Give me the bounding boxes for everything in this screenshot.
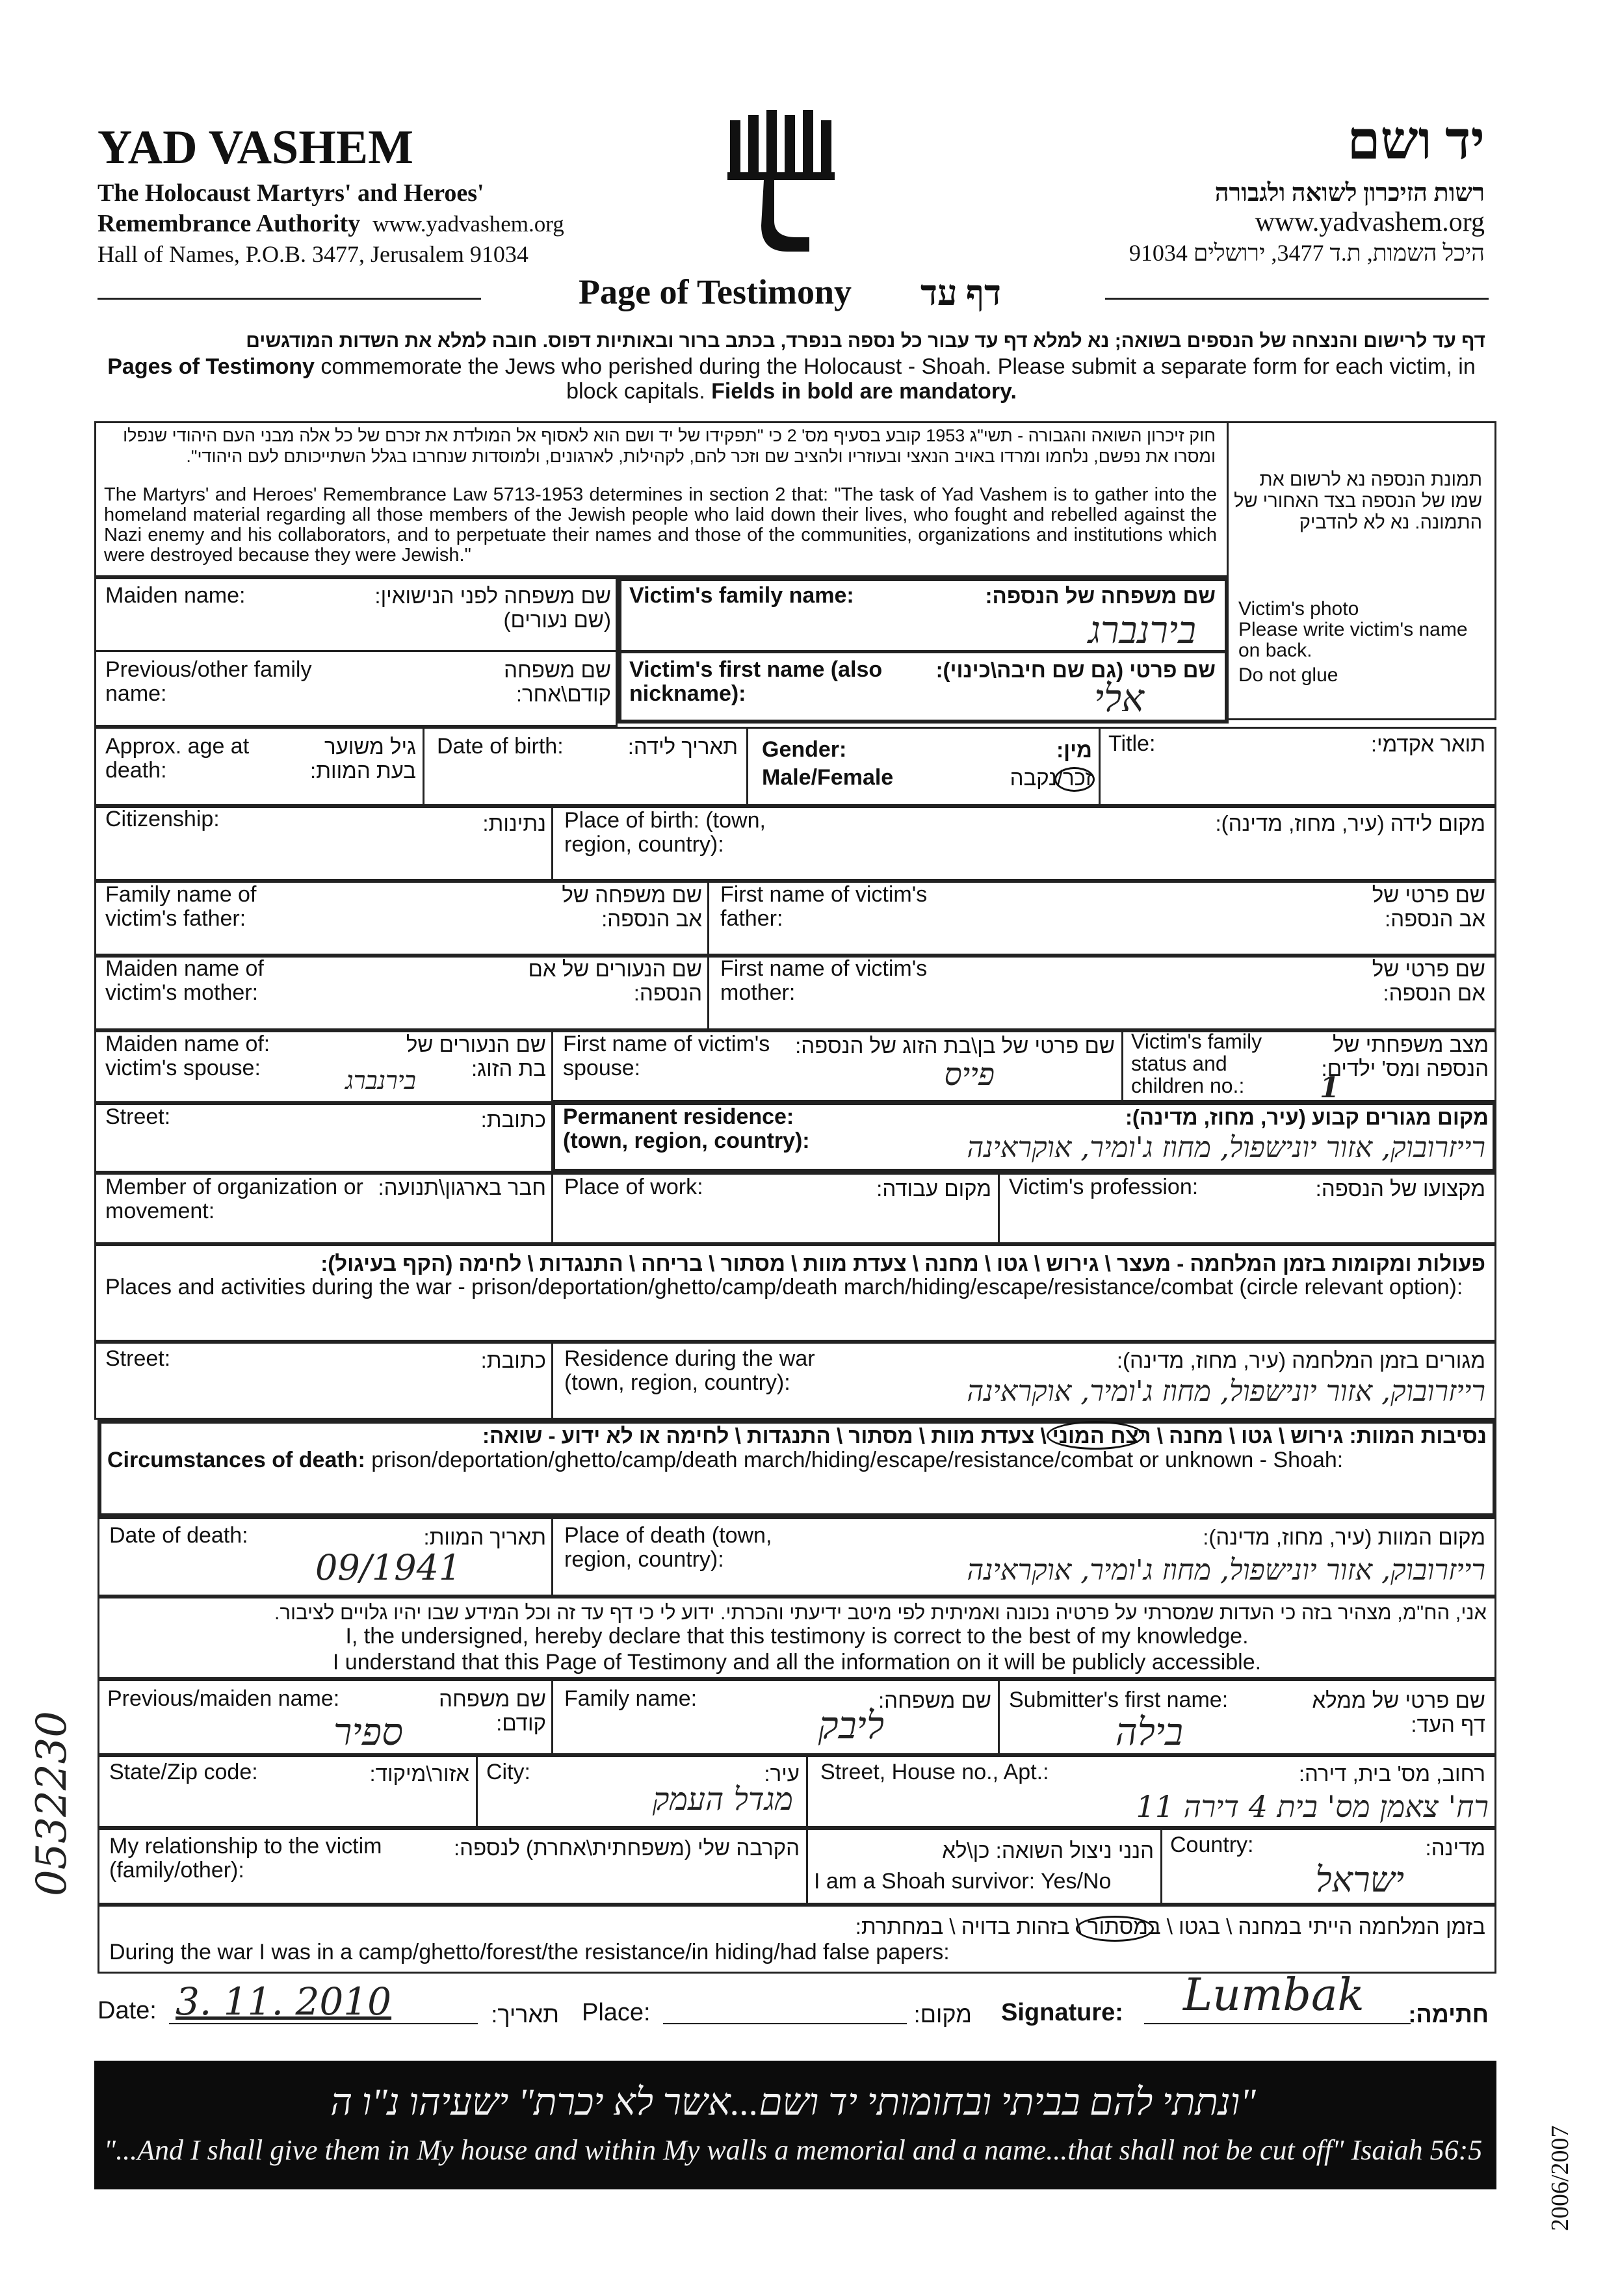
form-title-en: Page of Testimony [579, 272, 852, 311]
zip-label: State/Zip code: [109, 1760, 258, 1784]
gender-he: מין: [1056, 738, 1092, 762]
citizenship-he: נתינות: [482, 811, 546, 835]
circumstances-en-bold: Circumstances of death: [107, 1448, 365, 1472]
gender-options-he[interactable]: זכר/נקבה [1010, 766, 1092, 790]
spouse-maiden-value[interactable]: בירנברג [345, 1066, 416, 1095]
place-he: מקום: [913, 2001, 972, 2028]
city-value[interactable]: מגדל העמק [652, 1781, 793, 1818]
title-label: Title: [1108, 731, 1156, 756]
street-label: Street: [105, 1104, 171, 1129]
intro-en-bold: Pages of Testimony [107, 354, 315, 379]
country-value[interactable]: ישראל [1315, 1859, 1404, 1900]
org-address: Hall of Names, P.O.B. 3477, Jerusalem 91034 [98, 241, 528, 267]
title-he: תואר אקדמי: [1370, 732, 1485, 756]
residence-label: Permanent residence: (town, region, country): [563, 1104, 810, 1153]
father-first-he: שם פרטי של אב הנספה: [1372, 883, 1485, 931]
father-family-label: Family name of victim's father: [105, 882, 257, 931]
mother-maiden-he: שם הנעורים של אם הנספה: [528, 957, 702, 1005]
org-subtitle-2-text: Remembrance Authority [98, 210, 361, 237]
war-residence-he: מגורים בזמן המלחמה (עיר, מחוז, מדינה): [1116, 1348, 1485, 1372]
date-he: תאריך: [491, 2001, 559, 2028]
circumstances-en [107, 1448, 1487, 1472]
divider [806, 1755, 808, 1828]
form-title-he: דף עד [920, 274, 1001, 313]
org-address-he: היכל השמות, ת.ד 3477, ירושלים 91034 [1129, 240, 1485, 266]
submitter-prev-name-value[interactable]: ספיר [333, 1710, 403, 1754]
maiden-name-label: Maiden name: [105, 583, 246, 608]
activities-he: פעולות ומקומות בזמן המלחמה - מעצר \ גירוש \ גטו \ מחנה \ צעדת מוות \ מסתור \ בריחה \ התנגדות \ לחימה (הקף בעיגול): [320, 1251, 1485, 1275]
family-status-value[interactable]: 1 [1320, 1071, 1340, 1104]
divider [551, 1679, 553, 1755]
organization-label: Member of organization or movement: [105, 1175, 363, 1223]
intro-he: דף עד לרישום והנצחה של הנספים בשואה; נא למלא דף עד עבור כל נספה בנפרד, בכתב ברור ובאותיות דפוס. חובה למלא את השדות המודגשים [246, 330, 1485, 352]
first-name-he: שם פרטי (גם שם חיבה\כינוי): [935, 658, 1216, 682]
circumstances-mass-murder-circle [1047, 1421, 1144, 1450]
residence-he: מקום מגורים קבוע (עיר, מחוז, מדינה): [1125, 1105, 1489, 1129]
quote-he: "ונתתי להם בביתי ובחומותי יד ושם...אשר לא יכרת" ישעיהו נ"ו ה [330, 2081, 1256, 2123]
mother-first-label: First name of victim's mother: [720, 956, 928, 1005]
spouse-first-value[interactable]: פייס [944, 1056, 995, 1093]
submitter-family-he: שם משפחה: [878, 1688, 991, 1712]
signature-value[interactable]: Lumbak [1183, 1970, 1364, 2021]
father-first-label: First name of victim's father: [720, 882, 928, 931]
divider [1121, 1030, 1123, 1103]
war-residence-value[interactable]: רייזרובוק, אזור יונישפול, מחוז ג'ומיר, אוקראינה [967, 1375, 1485, 1408]
gender-options: Male/Female [762, 765, 894, 790]
street-apt-label: Street, House no., Apt.: [820, 1760, 1049, 1784]
submitter-family-label: Family name: [564, 1686, 698, 1711]
signature-he: חתימה: [1408, 2001, 1489, 2028]
prev-family-label: Previous/other family name: [105, 657, 312, 706]
dob-he: תאריך לידה: [627, 735, 738, 759]
declaration-he: אני, הח"מ, מצהיר בזה כי העדות שמסרתי על פרטיה נכונה ואמיתית לפי מיטב ידיעתי והכרתי. ידוע לי כי דף עד זה וכל המידע שבו יהיו גלויים לציבור. [274, 1601, 1487, 1624]
signature-underline [1144, 2023, 1411, 2024]
form-number: 2006/2007 [1546, 2125, 1574, 2231]
residence-value[interactable]: רייזרובוק, אזור יונישפול, מחוז ג'ומיר, אוקראינה [967, 1131, 1485, 1164]
submitter-prev-name-he: שם משפחה קודם: [439, 1687, 546, 1735]
birthplace-he: מקום לידה (עיר, מחוז, מדינה): [1215, 811, 1485, 835]
dob-label: Date of birth: [437, 734, 564, 759]
org-subtitle-2 [98, 209, 564, 238]
intro-en-rest: commemorate the Jews who perished during the Holocaust - Shoah. Please submit a separate form for each victim, in block capitals. [314, 354, 1476, 404]
zip-he: אזור\מיקוד: [369, 1762, 469, 1786]
organization-he: חבר בארגון\תנועה: [378, 1175, 546, 1199]
family-status-label: Victim's family status and children no.: [1131, 1030, 1262, 1097]
profession-label: Victim's profession: [1009, 1175, 1199, 1199]
divider [1099, 727, 1101, 806]
declaration-en-2: I understand that this Page of Testimony and all the information on it will be publicly accessible. [332, 1650, 1262, 1675]
age-label: Approx. age at death: [105, 734, 250, 783]
signature-label: Signature: [1001, 1999, 1123, 2026]
age-he: גיל משוער בעת המוות: [310, 735, 416, 783]
submitter-first-value[interactable]: בילה [1115, 1710, 1183, 1754]
death-date-he: תאריך המוות: [423, 1525, 546, 1549]
country-label: Country: [1170, 1833, 1254, 1857]
death-place-value[interactable]: רייזרובוק, אזור יונישפול, מחוז ג'ומיר, אוקראינה [967, 1554, 1485, 1587]
survivor-en: I am a Shoah survivor: Yes/No [814, 1869, 1112, 1894]
photo-en-2: Please write victim's name on back. [1238, 619, 1468, 661]
org-subtitle-1: The Holocaust Martyrs' and Heroes' [98, 179, 484, 207]
photo-en-3: Do not glue [1238, 664, 1338, 686]
war-residence-label: Residence during the war (town, region, country): [564, 1346, 815, 1395]
circumstances-he: נסיבות המוות: גירוש \ גטו \ מחנה \ רצח המוני \ צעדת מוות \ מסתור \ התנגדות \ לחימה או לא ידוע - שואה: [482, 1424, 1487, 1448]
org-name-he: יד ושם [1347, 111, 1485, 170]
divider [998, 1679, 1000, 1755]
work-place-label: Place of work: [564, 1175, 703, 1199]
date-value[interactable]: 3. 11. 2010 [176, 1979, 392, 2024]
org-url-right: www.yadvashem.org [1255, 207, 1485, 237]
divider [551, 1173, 553, 1244]
city-label: City: [486, 1760, 530, 1784]
spouse-first-he: שם פרטי של בן\בת הזוג של הנספה: [795, 1034, 1115, 1058]
place-label: Place: [582, 1999, 651, 2026]
family-name-value[interactable]: בירנברג [1088, 608, 1196, 652]
war-location-en: During the war I was in a camp/ghetto/forest/the resistance/in hiding/had false papers: [109, 1940, 950, 1964]
quote-en: "...And I shall give them in My house and within My walls a memorial and a name...that shall not be cut off" Isaiah 56:5 [103, 2134, 1483, 2166]
photo-he: תמונת הנספה נא לרשום את שמו של הנספה בצד האחורי של התמונה. נא לא להדביק [1234, 469, 1482, 533]
law-en: The Martyrs' and Heroes' Remembrance Law 5713-1953 determines in section 2 that: "The task of Yad Vashem is to gather into the homeland material regarding all those members of the Jewish people who laid down their lives, who fought and rebelled against the Nazi enemy and his collaborators, and to perpetuate their names and those of the communities, organizations and institutions which were destroyed because they were Jewish." [104, 484, 1217, 566]
divider [1160, 1828, 1162, 1905]
submitter-family-value[interactable]: ליבק [818, 1703, 884, 1747]
city-he: עיר: [764, 1762, 800, 1786]
place-underline [663, 2023, 907, 2024]
divider [551, 1342, 553, 1420]
citizenship-label: Citizenship: [105, 807, 220, 831]
relationship-label: My relationship to the victim (family/other): [109, 1834, 382, 1883]
divider [476, 1755, 478, 1828]
family-name-label: Victim's family name: [629, 583, 854, 608]
divider [806, 1828, 808, 1905]
birthplace-label: Place of birth: (town, region, country): [564, 808, 766, 857]
yad-vashem-logo [725, 107, 839, 263]
survivor-he[interactable]: הנני ניצול השואה: כן\לא [942, 1838, 1154, 1862]
death-place-label: Place of death (town, region, country): [564, 1523, 772, 1572]
mother-first-he: שם פרטי של אם הנספה: [1372, 957, 1485, 1005]
divider [551, 1030, 553, 1103]
intro-en [98, 354, 1485, 404]
street-apt-value[interactable]: רח' צאמן מס' בית 4 דירה 11 [1136, 1789, 1489, 1824]
war-location-he[interactable]: בזמן המלחמה הייתי במחנה \ בגטו \ במסתור \ בזהות בדויה \ במחתרת: [855, 1914, 1485, 1938]
spouse-first-label: First name of victim's spouse: [563, 1032, 770, 1080]
gender-label: Gender: [762, 737, 847, 762]
declaration-en-1: I, the undersigned, hereby declare that this testimony is correct to the best of my knowledge. [345, 1624, 1249, 1649]
submitter-first-he: שם פרטי של ממלא דף העד: [1312, 1688, 1485, 1736]
relationship-he: הקרבה שלי (משפחתית\אחרת) לנספה: [453, 1836, 800, 1860]
gender-male-circle [1054, 767, 1095, 792]
divider [998, 1173, 1000, 1244]
family-name-he: שם משפחה של הנספה: [985, 584, 1216, 608]
org-name-en: YAD VASHEM [98, 121, 413, 174]
spouse-maiden-label: Maiden name of: victim's spouse: [105, 1032, 270, 1080]
war-street-he: כתובת: [480, 1348, 546, 1372]
divider [746, 727, 748, 806]
handwritten-record-number: 0532230 [28, 1710, 76, 1896]
street-apt-he: רחוב, מס' בית, דירה: [1298, 1762, 1485, 1786]
first-name-value[interactable]: אלי [1093, 676, 1144, 720]
org-subtitle-he: רשות הזיכרון לשואה ולגבורה [1214, 179, 1485, 207]
photo-en-1: Victim's photo [1238, 598, 1359, 620]
street-he: כתובת: [480, 1108, 546, 1132]
law-he: חוק זיכרון השואה והגבורה - תשי"ג 1953 קובע בסעיף מס' 2 כי "תפקידו של יד ושם הוא לאסוף אל המולדת את זכרם של כל אלה מבני העם היהודי שנפלו ומסרו את נפשם, נלחמו ומרדו באויב הנאצי ובעוזריו ולהציב שם וזכר להם, לקהילות, לארגונים, ולמוסדות שנחרבו בגלל השתייכותם לעם היהודי". [123, 426, 1216, 466]
title-rule-left [98, 298, 481, 300]
date-label: Date: [98, 1997, 157, 2024]
death-place-he: מקום המוות (עיר, מחוז, מדינה): [1203, 1525, 1485, 1549]
submitter-prev-name-label: Previous/maiden name: [107, 1686, 340, 1711]
org-url: www.yadvashem.org [372, 211, 564, 237]
maiden-name-he: שם משפחה לפני הנישואין: (שם נעורים) [374, 584, 611, 632]
activities-en: Places and activities during the war - prison/deportation/ghetto/camp/death march/hiding/escape/resistance/combat (circle relevant option): [105, 1275, 1463, 1299]
country-he: מדינה: [1425, 1836, 1485, 1860]
divider [551, 806, 553, 881]
divider [551, 1517, 553, 1597]
spouse-maiden-he: שם הנעורים של בת הזוג: [406, 1032, 546, 1080]
war-hiding-circle [1076, 1916, 1154, 1942]
intro-mandatory: Fields in bold are mandatory. [711, 379, 1017, 404]
family-status-he: מצב משפחתי של הנספה ומס' ילדים: [1321, 1032, 1489, 1080]
death-date-label: Date of death: [109, 1523, 248, 1548]
mother-maiden-label: Maiden name of victim's mother: [105, 956, 264, 1005]
father-family-he: שם משפחה של אב הנספה: [562, 883, 702, 931]
submitter-first-label: Submitter's first name: [1009, 1688, 1229, 1712]
prev-family-he: שם משפחה קודם\אחר: [504, 658, 611, 706]
circumstances-en-rest: prison/deportation/ghetto/camp/death march/hiding/escape/resistance/combat or unknown - Shoah: [365, 1448, 1344, 1472]
title-rule-right [1105, 298, 1489, 300]
war-street-label: Street: [105, 1346, 171, 1371]
divider [423, 727, 424, 806]
first-name-label: Victim's first name (also nickname): [629, 657, 883, 706]
divider [94, 650, 618, 652]
profession-he: מקצועו של הנספה: [1315, 1177, 1485, 1201]
work-place-he: מקום עבודה: [876, 1177, 991, 1201]
death-date-value[interactable]: 09/1941 [315, 1547, 462, 1588]
